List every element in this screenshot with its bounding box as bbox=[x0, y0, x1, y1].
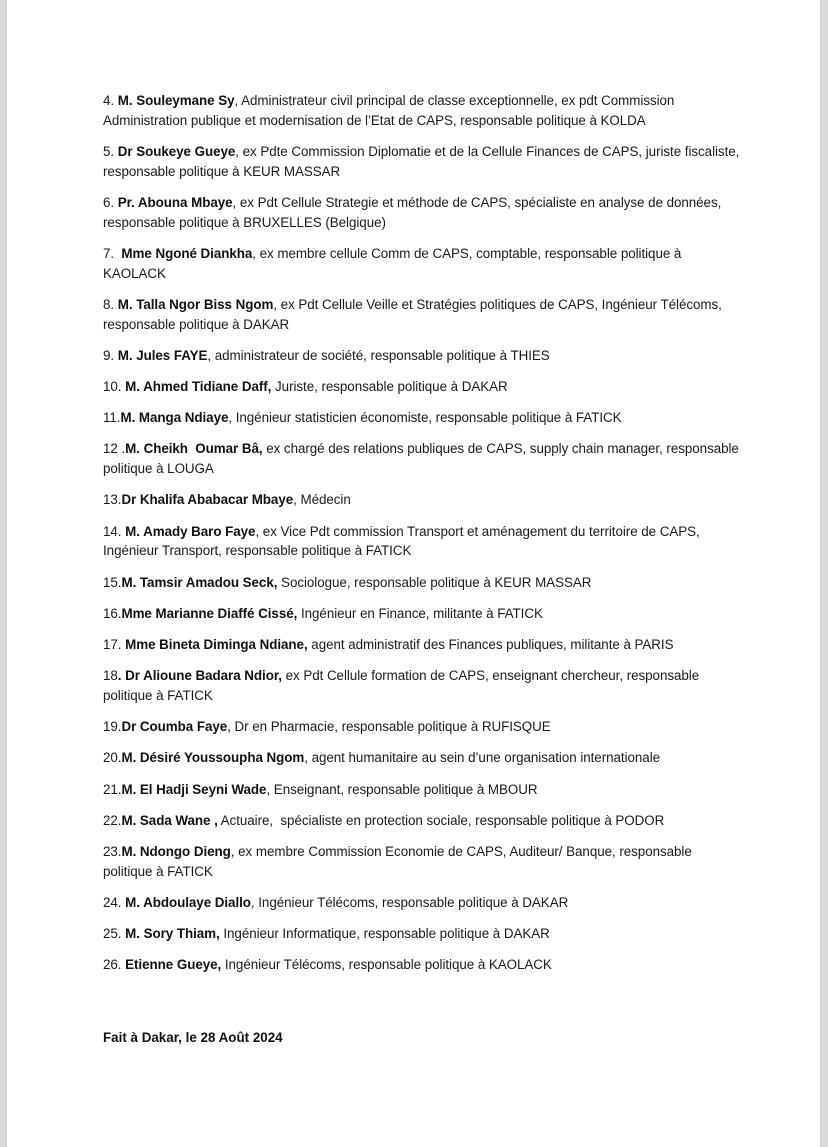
document-page bbox=[7, 0, 820, 1147]
item-number: 5. bbox=[103, 143, 118, 159]
member-description: ex Pdt Cellule formation de CAPS, enseignant chercheur, responsable politique à FATICK bbox=[103, 668, 700, 703]
member-name: M. Sada Wane , bbox=[121, 812, 218, 828]
item-number: 17. bbox=[103, 637, 126, 653]
member-description: Ingénieur Informatique, responsable politique à DAKAR bbox=[219, 926, 550, 942]
list-item bbox=[103, 717, 743, 737]
list-item bbox=[103, 193, 743, 233]
list-item bbox=[103, 346, 743, 366]
member-description: Actuaire, spécialiste en protection sociale, responsable politique à PODOR bbox=[217, 812, 665, 828]
list-item bbox=[103, 244, 743, 284]
item-number: 7. bbox=[103, 245, 122, 261]
place-and-date: Fait à Dakar, le 28 Août 2024 bbox=[103, 1030, 283, 1045]
member-description: Sociologue, responsable politique à KEUR MASSAR bbox=[277, 574, 592, 590]
item-number: 12 . bbox=[103, 441, 126, 457]
item-number: 13. bbox=[103, 492, 122, 508]
member-name: M. Tamsir Amadou Seck, bbox=[121, 574, 278, 590]
item-number: 10. bbox=[103, 379, 126, 395]
list-item bbox=[103, 490, 743, 510]
item-number: 9. bbox=[103, 347, 118, 363]
item-number: 21. bbox=[103, 781, 122, 797]
member-description: , Ingénieur statisticien économiste, responsable politique à FATICK bbox=[228, 410, 622, 426]
member-description: Ingénieur Télécoms, responsable politique à KAOLACK bbox=[221, 957, 552, 973]
member-name: Etienne Gueye, bbox=[125, 957, 222, 973]
item-number: 25. bbox=[103, 926, 126, 942]
list-item bbox=[103, 811, 743, 831]
item-number: 11. bbox=[103, 410, 121, 426]
member-description: agent administratif des Finances publiques, militante à PARIS bbox=[307, 637, 674, 653]
member-name: Dr Soukeye Gueye bbox=[117, 143, 236, 159]
item-number: 22. bbox=[103, 812, 122, 828]
list-item bbox=[103, 666, 743, 706]
member-description: , ex Pdt Cellule Veille et Stratégies politiques de CAPS, Ingénieur Télécoms, responsable politique à DAKAR bbox=[103, 296, 722, 332]
member-description: ex chargé des relations publiques de CAPS, supply chain manager, responsable politique à LOUGA bbox=[103, 441, 739, 477]
item-number: 23. bbox=[103, 843, 122, 859]
item-number: 18 bbox=[103, 668, 118, 684]
member-description: , Ingénieur Télécoms, responsable politique à DAKAR bbox=[250, 894, 569, 910]
item-number: 24. bbox=[103, 894, 126, 910]
member-name: M. Manga Ndiaye bbox=[120, 410, 229, 426]
member-description: , Enseignant, responsable politique à MBOUR bbox=[266, 781, 538, 797]
list-item bbox=[103, 377, 743, 397]
member-list bbox=[103, 91, 743, 986]
list-item bbox=[103, 842, 743, 882]
member-description: , Médecin bbox=[293, 492, 351, 508]
list-item bbox=[103, 924, 743, 944]
list-item bbox=[103, 295, 743, 335]
member-name: Mme Ngoné Diankha bbox=[121, 245, 253, 261]
member-description: , administrateur de société, responsable politique à THIES bbox=[207, 347, 550, 363]
member-name: M. Cheikh Oumar Bâ, bbox=[125, 441, 263, 457]
member-description: , Dr en Pharmacie, responsable politique à RUFISQUE bbox=[227, 719, 551, 735]
member-description: , Administrateur civil principal de classe exceptionnelle, ex pdt Commission Administration publique et modernisation de l’Etat de CAPS, responsable politique à KOLDA bbox=[103, 93, 675, 128]
item-number: 4. bbox=[103, 93, 118, 108]
member-name: Mme Bineta Diminga Ndiane, bbox=[125, 637, 308, 653]
list-item bbox=[103, 522, 743, 562]
list-item bbox=[103, 573, 743, 593]
member-name: M. Jules FAYE bbox=[117, 347, 208, 363]
list-item bbox=[103, 142, 743, 182]
list-item bbox=[103, 439, 743, 479]
list-item bbox=[103, 748, 743, 768]
member-name: M. Amady Baro Faye bbox=[125, 523, 256, 539]
member-name: . Dr Alioune Badara Ndior, bbox=[117, 668, 282, 684]
item-number: 14. bbox=[103, 523, 126, 539]
item-number: 20. bbox=[103, 750, 122, 766]
item-number: 15. bbox=[103, 574, 122, 590]
list-item bbox=[103, 955, 743, 975]
member-name: M. Talla Ngor Biss Ngom bbox=[117, 296, 274, 312]
member-description: , ex membre Commission Economie de CAPS, Auditeur/ Banque, responsable politique à FATICK bbox=[103, 843, 692, 879]
list-item bbox=[103, 604, 743, 624]
item-number: 16. bbox=[103, 605, 122, 621]
member-name: Dr Khalifa Ababacar Mbaye bbox=[121, 492, 294, 508]
member-name: M. Sory Thiam, bbox=[125, 926, 220, 942]
member-description: , ex Vice Pdt commission Transport et aménagement du territoire de CAPS, Ingénieur Transport, responsable politique à FATICK bbox=[103, 523, 700, 559]
member-description: Juriste, responsable politique à DAKAR bbox=[271, 379, 508, 395]
member-name: Dr Coumba Faye bbox=[121, 719, 228, 735]
member-name: M. Ndongo Dieng bbox=[121, 843, 231, 859]
list-item bbox=[103, 91, 743, 131]
member-description: , ex Pdt Cellule Strategie et méthode de CAPS, spécialiste en analyse de données, responsable politique à BRUXELLES (Belgique) bbox=[103, 194, 722, 230]
list-item bbox=[103, 780, 743, 800]
item-number: 19. bbox=[103, 719, 122, 735]
member-name: Mme Marianne Diaffé Cissé, bbox=[121, 605, 298, 621]
member-description: , ex Pdte Commission Diplomatie et de la Cellule Finances de CAPS, juriste fiscaliste, responsable politique à KEUR MASSAR bbox=[103, 143, 740, 179]
member-name: Pr. Abouna Mbaye bbox=[117, 194, 233, 210]
member-name: M. Souleymane Sy bbox=[117, 93, 235, 108]
member-name: M. Désiré Youssoupha Ngom bbox=[121, 750, 305, 766]
member-name: M. Ahmed Tidiane Daff, bbox=[125, 379, 272, 395]
member-description: , ex membre cellule Comm de CAPS, comptable, responsable politique à KAOLACK bbox=[103, 245, 682, 281]
list-item bbox=[103, 635, 743, 655]
item-number: 26. bbox=[103, 957, 126, 973]
item-number: 6. bbox=[103, 194, 118, 210]
member-description: , agent humanitaire au sein d’une organisation internationale bbox=[304, 750, 661, 766]
member-name: M. Abdoulaye Diallo bbox=[125, 894, 251, 910]
member-name: M. El Hadji Seyni Wade bbox=[121, 781, 267, 797]
list-item bbox=[103, 408, 743, 428]
item-number: 8. bbox=[103, 296, 118, 312]
member-description: Ingénieur en Finance, militante à FATICK bbox=[297, 605, 543, 621]
list-item bbox=[103, 893, 743, 913]
